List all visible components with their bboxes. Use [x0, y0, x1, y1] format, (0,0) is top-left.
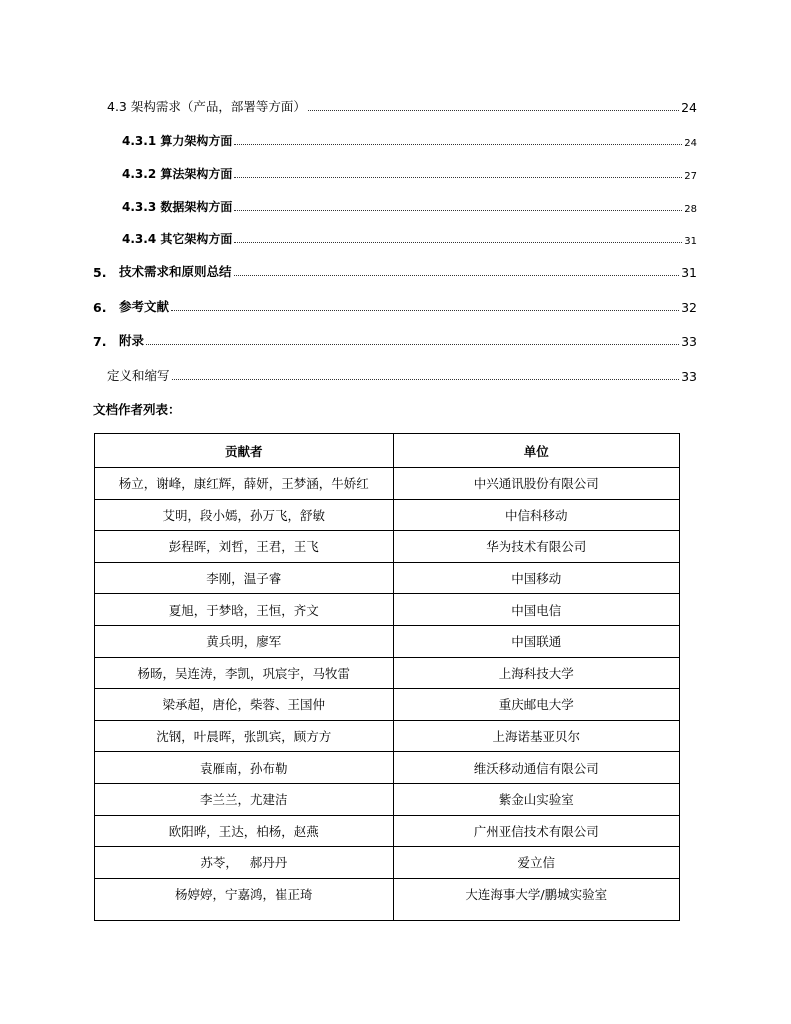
contributors-cell: 杨旸，吴连涛，李凯，巩宸宇，马牧雷: [95, 657, 394, 689]
toc-leader: [234, 275, 680, 276]
toc-leader: [234, 242, 682, 243]
table-row: [95, 878, 680, 920]
table-row: [95, 499, 680, 531]
toc-leader: [234, 177, 682, 178]
organization-cell: 中兴通讯股份有限公司: [393, 468, 679, 500]
toc-label: 4.3 架构需求（产品，部署等方面）: [107, 99, 306, 114]
contributors-cell: 黄兵明，廖军: [95, 625, 394, 657]
toc-number: 5.: [93, 265, 107, 280]
toc-entry-4-3[interactable]: [107, 97, 697, 115]
toc-page-number: 32: [681, 300, 697, 315]
toc-page-number: 28: [684, 204, 697, 215]
column-header-contributors: 贡献者: [95, 434, 394, 468]
contributors-cell: 夏旭，于梦晗，王恒，齐文: [95, 594, 394, 626]
table-row: [95, 847, 680, 879]
toc-page-number: 33: [681, 334, 697, 349]
contributors-cell: 李兰兰，尤建洁: [95, 783, 394, 815]
toc-page-number: 31: [684, 236, 697, 247]
table-row: [95, 689, 680, 721]
toc-leader: [234, 144, 682, 145]
toc-number: 6.: [93, 300, 107, 315]
contributors-cell: 艾明，段小嫣，孙万飞，舒敏: [95, 499, 394, 531]
toc-label: 4.3.3 数据架构方面: [122, 200, 233, 214]
contributors-cell: 沈钢，叶晨晖，张凯宾，顾方方: [95, 720, 394, 752]
table-row: [95, 562, 680, 594]
organization-cell: 爱立信: [393, 847, 679, 879]
contributors-cell: 苏苓， 郝丹丹: [95, 847, 394, 879]
table-row: [95, 657, 680, 689]
authors-section-title: 文档作者列表：: [93, 402, 181, 417]
contributors-cell: 梁承超，唐伦，柴蓉、王国仲: [95, 689, 394, 721]
toc-page-number: 33: [681, 369, 697, 384]
organization-cell: 上海诺基亚贝尔: [393, 720, 679, 752]
authors-table: [94, 433, 680, 921]
contributors-cell: 杨婷婷，宁嘉鸿，崔正琦: [95, 878, 394, 920]
organization-cell: 华为技术有限公司: [393, 531, 679, 563]
toc-label: 4.3.4 其它架构方面: [122, 232, 233, 246]
table-row: [95, 752, 680, 784]
toc-entry-7[interactable]: [93, 331, 697, 349]
toc-leader: [234, 210, 682, 211]
contributors-cell: 杨立，谢峰，康红辉，薛妍，王梦涵，牛娇红: [95, 468, 394, 500]
toc-label: 定义和缩写: [107, 368, 170, 383]
toc-entry-definitions[interactable]: [107, 366, 697, 384]
toc-leader: [308, 110, 679, 111]
organization-cell: 重庆邮电大学: [393, 689, 679, 721]
toc-entry-6[interactable]: [93, 297, 697, 315]
toc-label: 技术需求和原则总结: [119, 264, 232, 279]
toc-entry-4-3-3[interactable]: [122, 197, 697, 215]
toc-entry-4-3-1[interactable]: [122, 131, 697, 149]
toc-page-number: 31: [681, 265, 697, 280]
toc-entry-4-3-4[interactable]: [122, 229, 697, 247]
organization-cell: 紫金山实验室: [393, 783, 679, 815]
toc-page-number: 27: [684, 171, 697, 182]
toc-leader: [146, 344, 679, 345]
table-row: [95, 531, 680, 563]
organization-cell: 中国移动: [393, 562, 679, 594]
toc-label: 4.3.2 算法架构方面: [122, 167, 233, 181]
toc-page-number: 24: [684, 138, 697, 149]
contributors-cell: 李刚，温子睿: [95, 562, 394, 594]
table-row: [95, 594, 680, 626]
organization-cell: 中国联通: [393, 625, 679, 657]
toc-label: 4.3.1 算力架构方面: [122, 134, 233, 148]
contributors-cell: 袁雁南，孙布勒: [95, 752, 394, 784]
table-row: [95, 815, 680, 847]
organization-cell: 中国电信: [393, 594, 679, 626]
organization-cell: 中信科移动: [393, 499, 679, 531]
organization-cell: 广州亚信技术有限公司: [393, 815, 679, 847]
contributors-cell: 欧阳晔，王达，柏杨，赵燕: [95, 815, 394, 847]
table-row: [95, 625, 680, 657]
toc-entry-5[interactable]: [93, 262, 697, 280]
toc-label: 附录: [119, 333, 145, 348]
contributors-cell: 彭程晖，刘哲，王君，王飞: [95, 531, 394, 563]
toc-label: 参考文献: [119, 299, 170, 314]
table-row: [95, 783, 680, 815]
toc-leader: [172, 379, 680, 380]
toc-entry-4-3-2[interactable]: [122, 164, 697, 182]
toc-page-number: 24: [681, 100, 697, 115]
organization-cell: 上海科技大学: [393, 657, 679, 689]
toc-leader: [171, 310, 679, 311]
organization-cell: 大连海事大学/鹏城实验室: [393, 878, 679, 920]
column-header-organization: 单位: [393, 434, 679, 468]
toc-number: 7.: [93, 334, 107, 349]
table-row: [95, 720, 680, 752]
organization-cell: 维沃移动通信有限公司: [393, 752, 679, 784]
table-header-row: [95, 434, 680, 468]
table-row: [95, 468, 680, 500]
